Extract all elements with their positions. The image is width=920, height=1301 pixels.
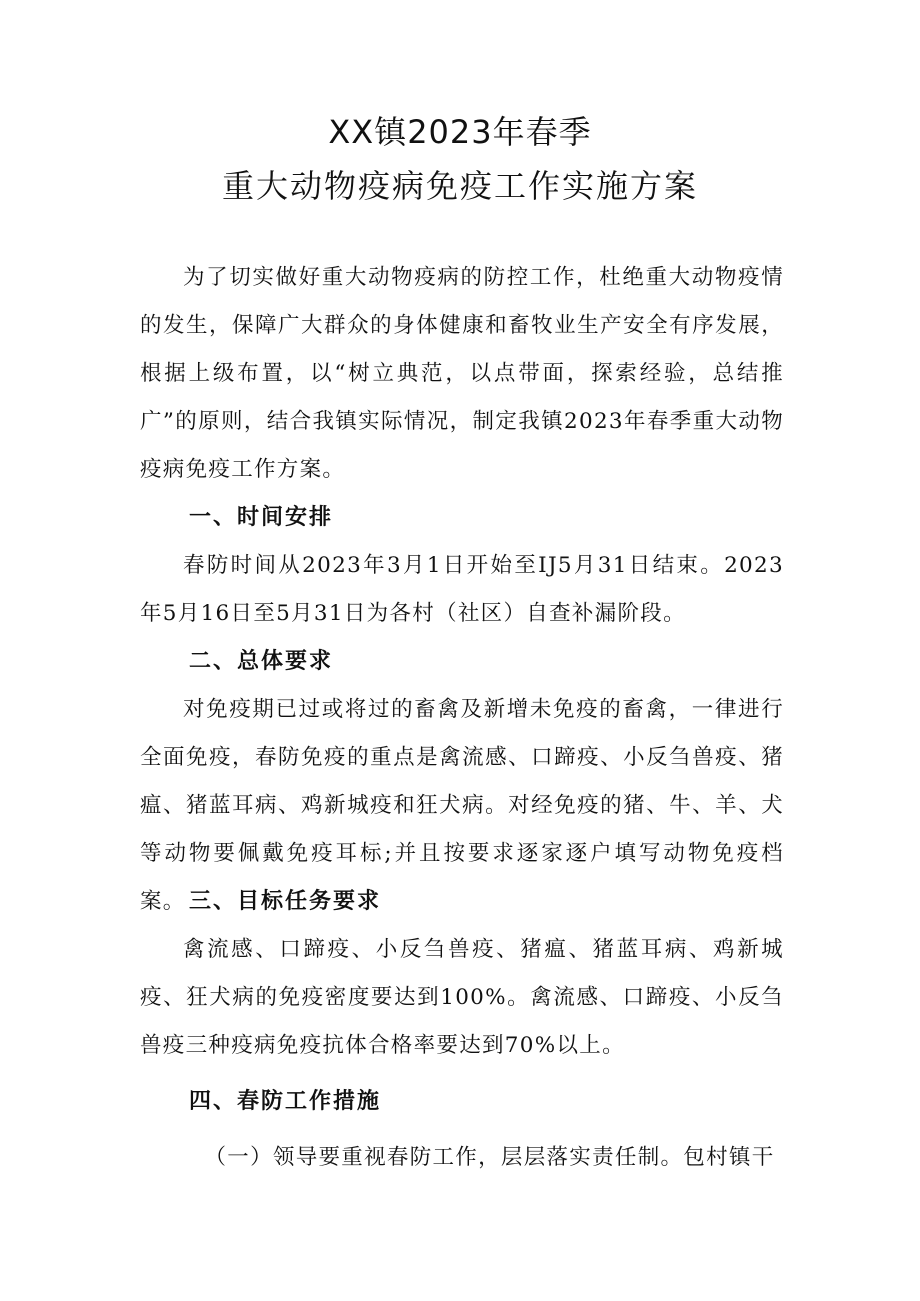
document-title-line-2: 重大动物疫病免疫工作实施方案 bbox=[221, 167, 698, 205]
section-body-targets: 禽流感、口蹄疫、小反刍兽疫、猪瘟、猪蓝耳病、鸡新城疫、狂犬病的免疫密度要达到100%。禽流感、口蹄疫、小反刍兽疫三种疫病免疫抗体合格率要达到70%以上。 bbox=[140, 937, 784, 1058]
document-title-line-1: XX镇2023年春季 bbox=[328, 113, 592, 151]
section-heading-schedule: 一、时间安排 bbox=[189, 505, 334, 530]
section-heading-requirements: 二、总体要求 bbox=[189, 649, 334, 674]
section-item-measures-1: （一）领导要重视春防工作，层层落实责任制。包村镇干 bbox=[204, 1145, 775, 1170]
section-body-requirements: 对免疫期已过或将过的畜禽及新增未免疫的畜禽，一律进行全面免疫，春防免疫的重点是禽流感、口蹄疫、小反刍兽疫、猪瘟、猪蓝耳病、鸡新城疫和狂犬病。对经免疫的猪、牛、羊、犬等动物要佩戴免疫耳标;并且按要求逐家逐户填写动物免疫档案。 bbox=[140, 697, 784, 914]
section-heading-measures: 四、春防工作措施 bbox=[189, 1089, 382, 1114]
section-body-schedule: 春防时间从2023年3月1日开始至IJ5月31日结束。2023年5月16日至5月31日为各村（社区）自查补漏阶段。 bbox=[140, 553, 784, 626]
section-heading-targets: 三、目标任务要求 bbox=[189, 889, 382, 914]
intro-paragraph: 为了切实做好重大动物疫病的防控工作，杜绝重大动物疫情的发生，保障广大群众的身体健康和畜牧业生产安全有序发展，根据上级布置，以“树立典范，以点带面，探索经验，总结推广”的原则，结合我镇实际情况，制定我镇2023年春季重大动物疫病免疫工作方案。 bbox=[140, 265, 784, 482]
